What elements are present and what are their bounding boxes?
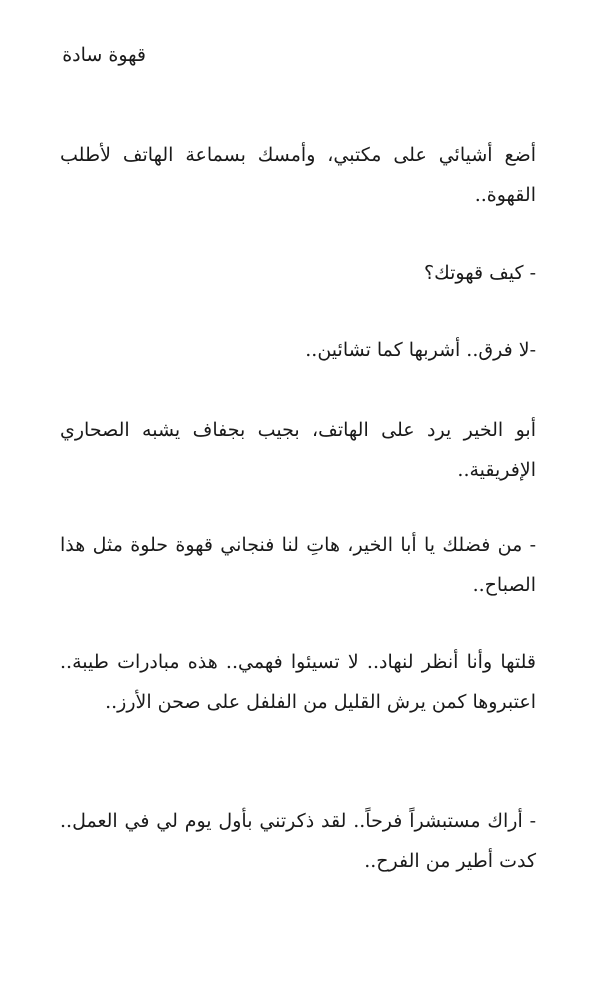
document-title: قهوة سادة (62, 44, 146, 66)
paragraph-abu-alkhair: أبو الخير يرد على الهاتف، بجيب بجفاف يشبه الصحاري الإفريقية.. (60, 419, 536, 481)
dialogue-no-difference: -لا فرق.. أشربها كما تشائين.. (305, 339, 536, 361)
paragraph-office-call: أضع أشيائي على مكتبي، وأمسك بسماعة الهاتف لأطلب القهوة.. (60, 144, 536, 206)
dialogue-how-coffee: - كيف قهوتك؟ (424, 262, 536, 284)
dialogue-please-abu-alkhair: - من فضلك يا أبا الخير، هاتِ لنا فنجاني قهوة حلوة مثل هذا الصباح.. (60, 534, 536, 596)
paragraph-looking-at-nihad: قلتها وأنا أنظر لنهاد.. لا تسيئوا فهمي.. هذه مبادرات طيبة.. اعتبروها كمن يرش القليل من الفلفل على صحن الأرز.. (60, 651, 536, 713)
dialogue-first-day-at-work: - أراك مستبشراً فرحاً.. لقد ذكرتني بأول يوم لي في العمل.. كدت أطير من الفرح.. (60, 810, 536, 872)
